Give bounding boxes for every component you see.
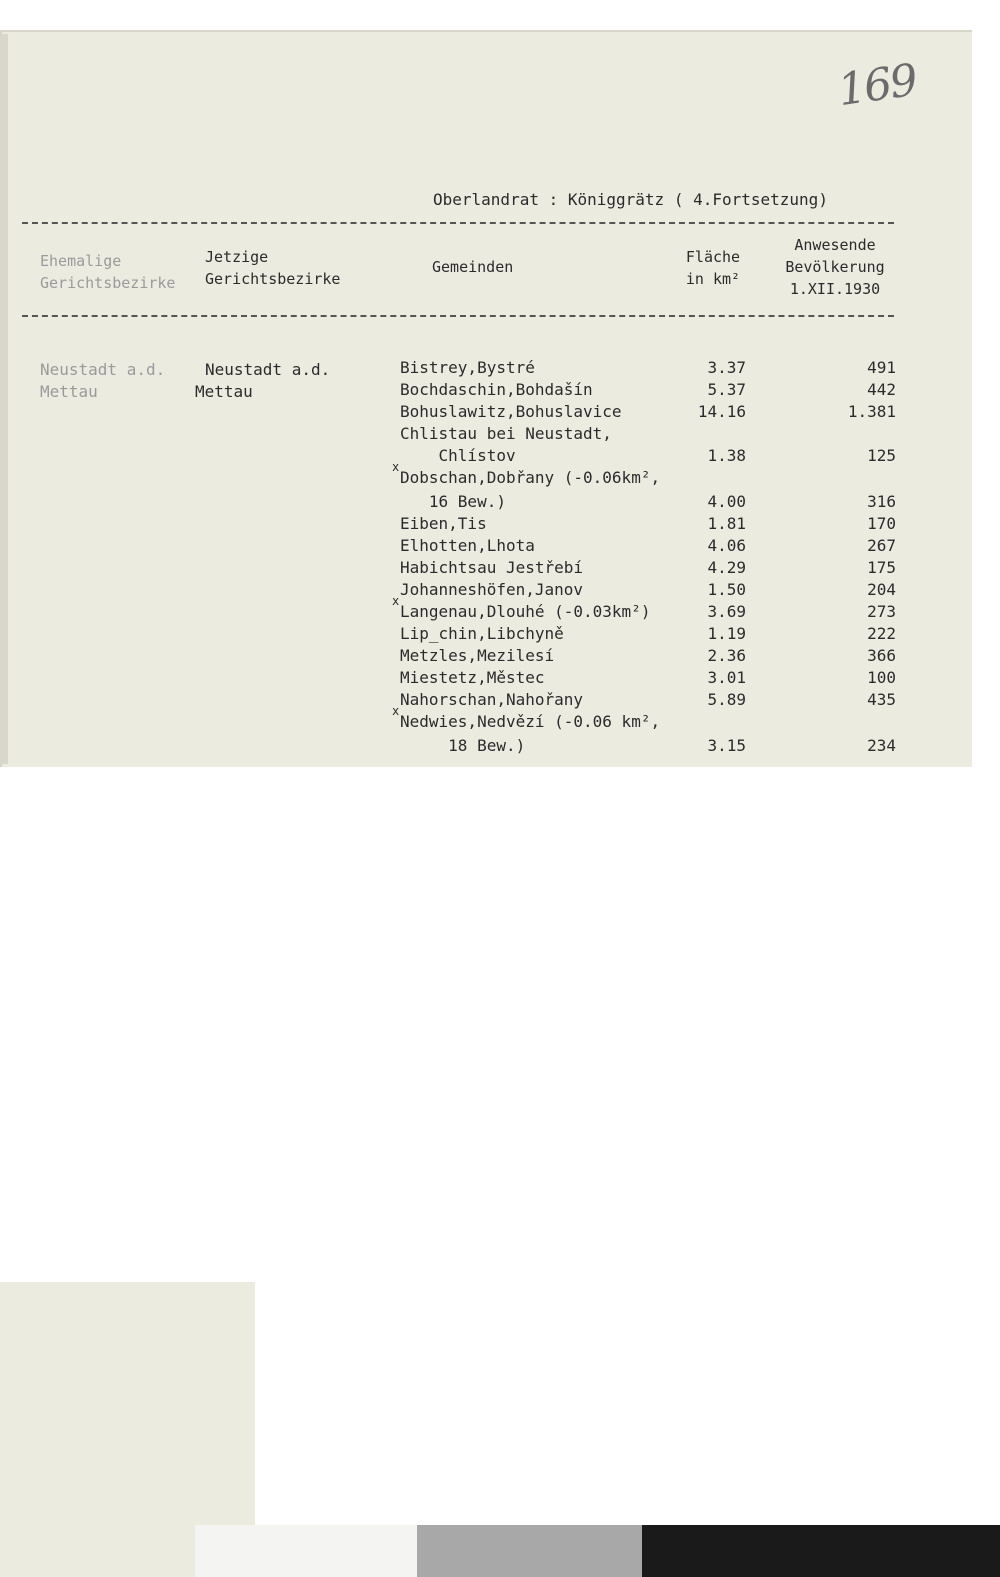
- community-population: 125: [867, 446, 896, 465]
- community-area: 4.00: [707, 492, 746, 511]
- community-area: 3.37: [707, 358, 746, 377]
- community-area: 14.16: [697, 402, 746, 421]
- community-population: 1.381: [847, 402, 896, 421]
- community-name: Bochdaschin,Bohdašín: [400, 380, 593, 399]
- community-name: Chlistau bei Neustadt,: [400, 424, 612, 443]
- community-area: 4.29: [707, 558, 746, 577]
- community-population: 273: [867, 602, 896, 621]
- community-area: 1.38: [707, 446, 746, 465]
- community-population: 267: [867, 536, 896, 555]
- community-area: 2.36: [707, 646, 746, 665]
- community-population: 442: [867, 380, 896, 399]
- row-mark: x: [392, 704, 400, 718]
- community-population: 366: [867, 646, 896, 665]
- page-edge: [0, 34, 8, 764]
- community-name: Eiben,Tis: [400, 514, 487, 533]
- community-area: 3.69: [707, 602, 746, 621]
- community-area: 3.15: [707, 736, 746, 755]
- community-area: 5.89: [707, 690, 746, 709]
- community-area: 1.50: [707, 580, 746, 599]
- community-population: 234: [867, 736, 896, 755]
- scan-strip: [0, 1527, 195, 1577]
- page-heading: Oberlandrat : Königgrätz ( 4.Fortsetzung): [433, 190, 828, 209]
- row-mark: x: [392, 460, 400, 474]
- community-name: Bohuslawitz,Bohuslavice: [400, 402, 622, 421]
- community-name: Lip_chin,Libchyně: [400, 624, 564, 643]
- community-population: 491: [867, 358, 896, 377]
- community-area: 1.81: [707, 514, 746, 533]
- community-name: Metzles,Mezilesí: [400, 646, 555, 665]
- current-district-line: Mettau: [195, 382, 253, 401]
- community-population: 175: [867, 558, 896, 577]
- community-name: Habichtsau Jestřebí: [400, 558, 584, 577]
- community-population: 316: [867, 492, 896, 511]
- community-name: Bistrey,Bystré: [400, 358, 535, 377]
- community-population: 435: [867, 690, 896, 709]
- community-name: Johanneshöfen,Janov: [400, 580, 584, 599]
- community-name: Miestetz,Městec: [400, 668, 545, 687]
- scan-strip: [417, 1525, 642, 1577]
- header-rule-bottom: [22, 315, 894, 317]
- community-area: 3.01: [707, 668, 746, 687]
- former-district-line: Mettau: [40, 382, 98, 401]
- header-rule-top: [22, 222, 894, 224]
- community-area: 5.37: [707, 380, 746, 399]
- community-population: 204: [867, 580, 896, 599]
- header-area: Fläche in km²: [685, 248, 741, 288]
- scan-strip: [195, 1525, 417, 1577]
- community-name: Nedwies,Nedvězí (-0.06 km²,: [400, 712, 661, 731]
- community-area: 4.06: [707, 536, 746, 555]
- scan-strip: [642, 1525, 1000, 1577]
- community-name: Nahorschan,Nahořany: [400, 690, 584, 709]
- community-population: 170: [867, 514, 896, 533]
- community-area: 1.19: [707, 624, 746, 643]
- current-district-line: Neustadt a.d.: [205, 360, 331, 379]
- community-name: Dobschan,Dobřany (-0.06km²,: [400, 468, 661, 487]
- row-mark: x: [392, 594, 400, 608]
- page-bottom-fragment: [0, 1282, 255, 1527]
- former-district-line: Neustadt a.d.: [40, 360, 166, 379]
- community-name: 16 Bew.): [400, 492, 506, 511]
- community-name: Langenau,Dlouhé (-0.03km²): [400, 602, 651, 621]
- folio-number: 169: [834, 54, 920, 117]
- community-name: Elhotten,Lhota: [400, 536, 535, 555]
- community-population: 222: [867, 624, 896, 643]
- header-current-district: Jetzige Gerichtsbezirke: [205, 248, 341, 288]
- community-population: 100: [867, 668, 896, 687]
- header-population: Anwesende Bevölkerung 1.XII.1930: [785, 236, 885, 298]
- header-communities: Gemeinden: [432, 258, 514, 276]
- header-former-district: Ehemalige Gerichtsbezirke: [40, 252, 176, 292]
- community-name: 18 Bew.): [400, 736, 526, 755]
- community-name: Chlístov: [400, 446, 516, 465]
